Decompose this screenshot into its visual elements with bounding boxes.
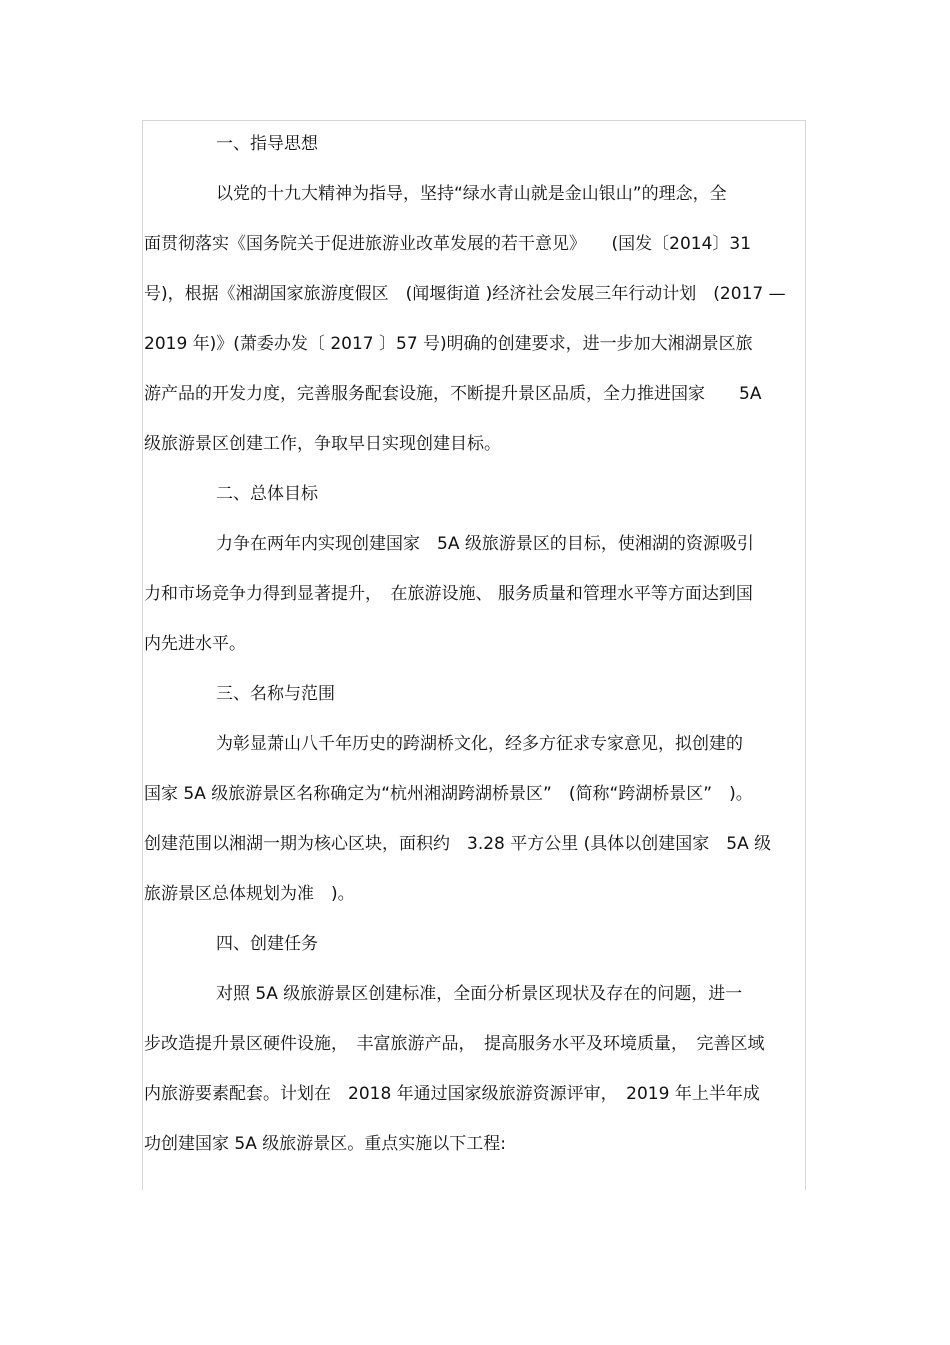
paragraph-line: 级旅游景区创建工作，争取早日实现创建目标。 bbox=[144, 434, 501, 454]
paragraph-line: 步改造提升景区硬件设施， 丰富旅游产品， 提高服务水平及环境质量， 完善区域 bbox=[144, 1034, 765, 1054]
heading-overall-goal: 二、总体目标 bbox=[216, 484, 318, 504]
paragraph-line: 面贯彻落实《国务院关于促进旅游业改革发展的若干意见》 (国发〔2014〕31 bbox=[144, 234, 752, 254]
paragraph-line: 功创建国家 5A 级旅游景区。重点实施以下工程: bbox=[144, 1134, 506, 1154]
paragraph-line: 对照 5A 级旅游景区创建标准，全面分析景区现状及存在的问题，进一 bbox=[216, 984, 743, 1004]
heading-guiding-ideology: 一、指导思想 bbox=[216, 134, 318, 154]
paragraph-line: 力和市场竞争力得到显著提升， 在旅游设施、 服务质量和管理水平等方面达到国 bbox=[144, 584, 753, 604]
paragraph-line: 内旅游要素配套。计划在 2018 年通过国家级旅游资源评审， 2019 年上半年成 bbox=[144, 1084, 760, 1104]
heading-name-scope: 三、名称与范围 bbox=[216, 684, 335, 704]
paragraph-line: 国家 5A 级旅游景区名称确定为“杭州湘湖跨湖桥景区” (简称“跨湖桥景区” )。 bbox=[144, 784, 753, 804]
paragraph-line: 创建范围以湘湖一期为核心区块，面积约 3.28 平方公里 (具体以创建国家 5A 级 bbox=[144, 834, 772, 854]
paragraph-line: 以党的十九大精神为指导，坚持“绿水青山就是金山银山”的理念，全 bbox=[216, 184, 727, 204]
paragraph-line: 内先进水平。 bbox=[144, 634, 246, 654]
paragraph-line: 旅游景区总体规划为准 )。 bbox=[144, 884, 355, 904]
paragraph-line: 号)，根据《湘湖国家旅游度假区 (闻堰街道 )经济社会发展三年行动计划 (2017 — bbox=[144, 284, 786, 304]
paragraph-line: 为彰显萧山八千年历史的跨湖桥文化，经多方征求专家意见，拟创建的 bbox=[216, 734, 743, 754]
heading-tasks: 四、创建任务 bbox=[216, 934, 318, 954]
paragraph-line: 游产品的开发力度，完善服务配套设施，不断提升景区品质，全力推进国家 5A bbox=[144, 384, 762, 404]
paragraph-line: 力争在两年内实现创建国家 5A 级旅游景区的目标，使湘湖的资源吸引 bbox=[216, 534, 754, 554]
paragraph-line: 2019 年)》(萧委办发〔 2017 〕57 号)明确的创建要求，进一步加大湘湖景区旅 bbox=[144, 334, 753, 354]
